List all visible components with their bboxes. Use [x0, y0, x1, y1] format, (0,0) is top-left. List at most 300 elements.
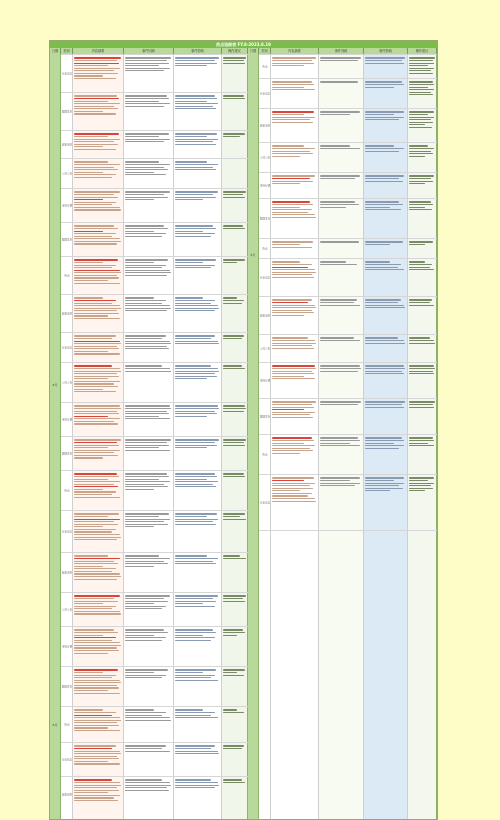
left-text-line	[125, 368, 170, 369]
left-text-line	[74, 303, 112, 304]
left-text-line	[175, 231, 203, 232]
right-text-line	[320, 207, 346, 208]
left-advice-cell	[222, 437, 248, 470]
left-text-line	[175, 445, 217, 446]
left-text-line	[74, 373, 117, 374]
right-review-cell	[319, 55, 364, 78]
left-text-line	[74, 601, 118, 602]
right-table-row	[259, 142, 437, 172]
left-text-line	[74, 603, 103, 604]
right-text-line	[365, 371, 402, 372]
left-text-line	[74, 497, 120, 498]
left-advice-cell	[222, 295, 248, 332]
left-text-line	[125, 191, 170, 192]
left-text-line	[74, 782, 120, 783]
left-text-line	[74, 720, 121, 721]
left-text-line	[74, 521, 114, 522]
right-advice-cell	[408, 259, 437, 296]
left-category-cell	[61, 333, 73, 362]
left-text-line	[223, 709, 237, 710]
right-summary-cell	[271, 297, 319, 334]
left-text-line	[74, 669, 118, 670]
left-text-line	[175, 598, 213, 599]
right-text-line	[365, 302, 398, 303]
left-text-line	[125, 60, 167, 61]
left-text-line	[74, 241, 121, 242]
left-text-line	[175, 262, 203, 263]
left-text-line	[125, 305, 170, 306]
left-text-line	[175, 555, 207, 556]
left-impact-cell	[174, 295, 222, 332]
left-text-line	[74, 452, 114, 453]
left-table-row	[61, 436, 248, 470]
left-category-cell	[61, 707, 73, 742]
right-text-line	[409, 114, 428, 115]
right-text-line	[365, 269, 404, 270]
right-advice-cell	[408, 109, 437, 142]
right-text-line	[272, 114, 304, 115]
right-text-line	[272, 204, 313, 205]
left-text-line	[74, 338, 112, 339]
right-date-column	[248, 54, 259, 819]
right-table-row	[259, 258, 437, 296]
left-text-line	[175, 136, 207, 137]
left-text-line	[223, 225, 243, 226]
left-text-line	[74, 63, 119, 64]
right-text-line	[409, 343, 435, 344]
left-text-line	[74, 629, 114, 630]
left-text-line	[74, 335, 116, 336]
left-summary-cell	[73, 93, 124, 130]
left-text-line	[125, 141, 164, 142]
left-text-line	[74, 68, 120, 69]
left-text-line	[223, 57, 246, 58]
header-impact-left: 事件影响	[174, 48, 222, 54]
left-text-line	[175, 305, 218, 306]
left-table-row	[61, 626, 248, 666]
left-category-cell	[61, 553, 73, 592]
right-table-row	[259, 296, 437, 334]
left-text-line	[175, 479, 207, 480]
right-table-row	[259, 198, 437, 238]
left-text-line	[74, 236, 112, 237]
left-text-line	[74, 172, 103, 173]
left-text-line	[223, 629, 243, 630]
left-advice-cell	[222, 159, 248, 188]
left-text-line	[125, 640, 162, 641]
left-text-line	[125, 236, 162, 237]
left-table-row	[61, 188, 248, 222]
left-text-line	[74, 785, 121, 786]
left-table-row	[61, 666, 248, 706]
left-category-cell	[61, 627, 73, 666]
right-text-line	[272, 244, 300, 245]
left-text-line	[223, 748, 242, 749]
left-text-line	[74, 751, 120, 752]
left-impact-cell	[174, 333, 222, 362]
right-text-line	[365, 485, 399, 486]
left-text-line	[125, 555, 159, 556]
right-text-line	[272, 345, 312, 346]
left-text-line	[125, 489, 154, 490]
right-text-line	[320, 437, 358, 438]
right-text-line	[272, 305, 315, 306]
right-category-label: 公司公告	[259, 347, 271, 350]
right-text-line	[272, 490, 300, 491]
right-text-line	[409, 340, 434, 341]
left-text-line	[125, 787, 167, 788]
left-text-line	[175, 303, 211, 304]
left-text-line	[175, 595, 218, 596]
left-text-line	[74, 368, 120, 369]
left-text-line	[223, 405, 245, 406]
left-text-line	[175, 167, 213, 168]
right-text-line	[409, 407, 434, 408]
right-impact-cell	[364, 335, 408, 362]
left-review-cell	[124, 667, 174, 706]
left-table-row	[61, 742, 248, 776]
right-table-row	[259, 78, 437, 108]
left-text-line	[175, 144, 216, 145]
right-text-line	[409, 151, 431, 152]
right-text-line	[272, 153, 313, 154]
left-text-line	[223, 228, 245, 229]
right-text-line	[272, 310, 312, 311]
left-text-line	[74, 57, 121, 58]
left-text-line	[125, 603, 154, 604]
right-text-line	[272, 368, 316, 369]
left-review-cell	[124, 131, 174, 158]
right-text-line	[365, 244, 390, 245]
right-text-line	[272, 348, 314, 349]
left-text-line	[74, 313, 119, 314]
left-text-line	[175, 782, 218, 783]
right-text-line	[409, 445, 434, 446]
right-text-line	[272, 371, 312, 372]
left-text-line	[223, 782, 245, 783]
header-impact-right: 事件影响	[364, 48, 408, 54]
left-text-line	[125, 265, 166, 266]
left-text-line	[74, 613, 121, 614]
right-text-line	[320, 264, 357, 265]
left-text-line	[74, 381, 120, 382]
left-impact-cell	[174, 55, 222, 92]
right-text-line	[272, 241, 313, 242]
left-text-line	[74, 690, 108, 691]
left-category-label: 数据发布	[61, 238, 73, 241]
left-text-line	[175, 486, 216, 487]
right-category-cell	[259, 79, 271, 108]
right-text-line	[365, 365, 404, 366]
left-text-line	[74, 677, 112, 678]
left-text-line	[74, 797, 114, 798]
left-text-line	[125, 513, 169, 514]
right-text-line	[272, 365, 315, 366]
left-text-line	[175, 411, 215, 412]
left-text-line	[125, 785, 171, 786]
right-text-line	[272, 409, 304, 410]
left-text-line	[74, 579, 117, 580]
left-text-line	[125, 418, 170, 419]
right-category-cell	[259, 259, 271, 296]
right-text-line	[365, 145, 394, 146]
left-text-line	[74, 297, 103, 298]
left-text-line	[74, 531, 112, 532]
left-category-label: 市场行情	[61, 418, 73, 421]
left-text-line	[175, 297, 203, 298]
left-text-line	[175, 519, 218, 520]
left-text-line	[74, 139, 120, 140]
left-text-line	[175, 640, 211, 641]
right-text-line	[272, 267, 308, 268]
right-impact-cell	[364, 399, 408, 434]
right-text-line	[365, 404, 402, 405]
left-text-line	[74, 411, 117, 412]
left-text-line	[175, 169, 216, 170]
right-text-line	[409, 437, 433, 438]
left-text-line	[223, 598, 243, 599]
right-advice-cell	[408, 531, 437, 819]
right-category-cell	[259, 109, 271, 142]
right-text-line	[272, 445, 315, 446]
left-text-line	[125, 629, 164, 630]
left-text-line	[74, 693, 120, 694]
left-text-line	[175, 476, 217, 477]
left-text-line	[74, 70, 114, 71]
right-text-line	[365, 111, 404, 112]
left-category-cell	[61, 777, 73, 812]
left-text-line	[125, 365, 162, 366]
right-text-line	[365, 114, 394, 115]
right-category-cell	[259, 335, 271, 362]
left-text-line	[223, 133, 245, 134]
right-text-line	[272, 312, 314, 313]
right-text-line	[365, 178, 399, 179]
left-text-line	[175, 717, 218, 718]
right-text-line	[365, 437, 402, 438]
left-summary-cell	[73, 553, 124, 592]
right-text-line	[320, 302, 354, 303]
left-summary-cell	[73, 295, 124, 332]
left-text-line	[125, 164, 170, 165]
left-text-line	[74, 423, 118, 424]
left-text-line	[74, 717, 120, 718]
left-category-label: 公司公告	[61, 608, 73, 611]
left-text-line	[223, 60, 244, 61]
right-text-line	[365, 440, 404, 441]
right-text-line	[320, 299, 357, 300]
right-advice-cell	[408, 435, 437, 474]
left-review-cell	[124, 471, 174, 510]
left-text-line	[175, 103, 218, 104]
right-text-line	[409, 365, 434, 366]
right-text-line	[365, 264, 401, 265]
right-text-line	[409, 371, 433, 372]
right-text-line	[365, 368, 405, 369]
left-text-line	[125, 413, 169, 414]
left-text-line	[74, 133, 119, 134]
left-text-line	[175, 601, 216, 602]
right-text-line	[409, 299, 432, 300]
left-text-line	[175, 675, 215, 676]
right-category-cell	[259, 531, 271, 819]
left-category-label: 行业动态	[61, 72, 73, 75]
right-text-line	[409, 84, 434, 85]
left-review-cell	[124, 743, 174, 776]
left-text-line	[223, 136, 240, 137]
left-text-line	[125, 561, 164, 562]
left-text-line	[74, 680, 120, 681]
right-category-cell	[259, 435, 271, 474]
left-text-line	[175, 751, 218, 752]
left-text-line	[175, 709, 203, 710]
left-category-cell	[61, 511, 73, 552]
right-text-line	[409, 404, 433, 405]
left-text-line	[125, 231, 154, 232]
left-text-line	[74, 197, 118, 198]
left-text-line	[125, 720, 171, 721]
left-text-line	[74, 473, 117, 474]
right-category-cell	[259, 399, 271, 434]
left-text-line	[175, 98, 217, 99]
left-text-line	[74, 300, 116, 301]
left-text-line	[223, 300, 244, 301]
right-text-line	[320, 81, 358, 82]
left-text-line	[125, 405, 170, 406]
left-impact-cell	[174, 667, 222, 706]
left-text-line	[74, 568, 116, 569]
left-text-line	[74, 389, 103, 390]
right-category-cell	[259, 55, 271, 78]
right-category-label: 市场行情	[259, 379, 271, 382]
right-text-line	[409, 337, 430, 338]
left-text-line	[74, 675, 116, 676]
left-review-cell	[124, 707, 174, 742]
left-text-line	[74, 526, 103, 527]
left-text-line	[74, 715, 112, 716]
left-text-line	[74, 727, 108, 728]
right-summary-cell	[271, 259, 319, 296]
left-text-line	[175, 133, 217, 134]
left-category-cell	[61, 223, 73, 256]
left-summary-cell	[73, 403, 124, 436]
left-text-line	[175, 748, 211, 749]
right-text-line	[409, 127, 432, 128]
left-category-cell	[61, 189, 73, 222]
left-text-line	[74, 204, 112, 205]
right-advice-cell	[408, 297, 437, 334]
left-text-line	[175, 405, 218, 406]
right-text-line	[409, 485, 431, 486]
right-text-line	[272, 404, 312, 405]
left-impact-cell	[174, 403, 222, 436]
right-text-line	[409, 241, 433, 242]
right-text-line	[365, 488, 403, 489]
right-category-cell	[259, 239, 271, 258]
left-text-line	[74, 209, 121, 210]
left-impact-cell	[174, 159, 222, 188]
right-text-line	[365, 60, 402, 61]
right-summary-cell	[271, 79, 319, 108]
left-text-line	[74, 136, 108, 137]
right-table-row	[259, 474, 437, 530]
left-text-line	[125, 341, 170, 342]
right-text-line	[365, 340, 404, 341]
left-table-row	[61, 362, 248, 402]
left-review-cell	[124, 437, 174, 470]
left-category-label: 数据发布	[61, 110, 73, 113]
left-text-line	[74, 265, 116, 266]
right-text-line	[272, 181, 313, 182]
right-review-cell	[319, 531, 364, 819]
left-category-label: 行业动态	[61, 758, 73, 761]
left-text-line	[74, 555, 108, 556]
right-text-line	[320, 340, 360, 341]
left-text-line	[175, 233, 215, 234]
right-text-line	[409, 443, 428, 444]
left-summary-cell	[73, 363, 124, 402]
right-text-line	[320, 261, 346, 262]
left-text-line	[74, 365, 112, 366]
left-text-line	[125, 669, 168, 670]
right-text-line	[409, 111, 434, 112]
left-review-cell	[124, 511, 174, 552]
right-impact-cell	[364, 55, 408, 78]
right-text-line	[272, 501, 316, 502]
left-text-line	[74, 418, 120, 419]
right-text-line	[272, 407, 314, 408]
right-text-line	[272, 495, 308, 496]
left-text-line	[74, 348, 119, 349]
left-text-line	[175, 635, 203, 636]
left-table-row	[61, 332, 248, 362]
left-text-line	[223, 368, 245, 369]
right-text-line	[272, 274, 312, 275]
right-text-line	[365, 207, 390, 208]
left-text-line	[223, 411, 244, 412]
right-text-line	[409, 201, 431, 202]
left-text-line	[125, 335, 166, 336]
right-review-cell	[319, 335, 364, 362]
right-summary-cell	[271, 239, 319, 258]
left-text-line	[175, 335, 215, 336]
right-text-line	[320, 201, 355, 202]
left-text-line	[74, 481, 120, 482]
right-review-cell	[319, 259, 364, 296]
left-text-line	[74, 792, 108, 793]
left-text-line	[74, 113, 116, 114]
left-text-line	[223, 675, 244, 676]
right-text-line	[365, 209, 401, 210]
left-category-label: 政策消息	[61, 571, 73, 574]
left-text-line	[74, 539, 117, 540]
right-text-line	[272, 337, 308, 338]
left-category-cell	[61, 55, 73, 92]
right-category-cell	[259, 173, 271, 198]
left-text-line	[74, 647, 117, 648]
left-advice-cell	[222, 511, 248, 552]
right-text-line	[272, 217, 316, 218]
left-table-row	[61, 92, 248, 130]
left-text-line	[74, 318, 120, 319]
right-table-row	[259, 108, 437, 142]
left-text-line	[74, 174, 116, 175]
right-text-line	[272, 378, 315, 379]
right-summary-cell	[271, 475, 319, 530]
left-text-line	[125, 408, 171, 409]
right-text-line	[272, 299, 312, 300]
left-text-line	[125, 445, 169, 446]
